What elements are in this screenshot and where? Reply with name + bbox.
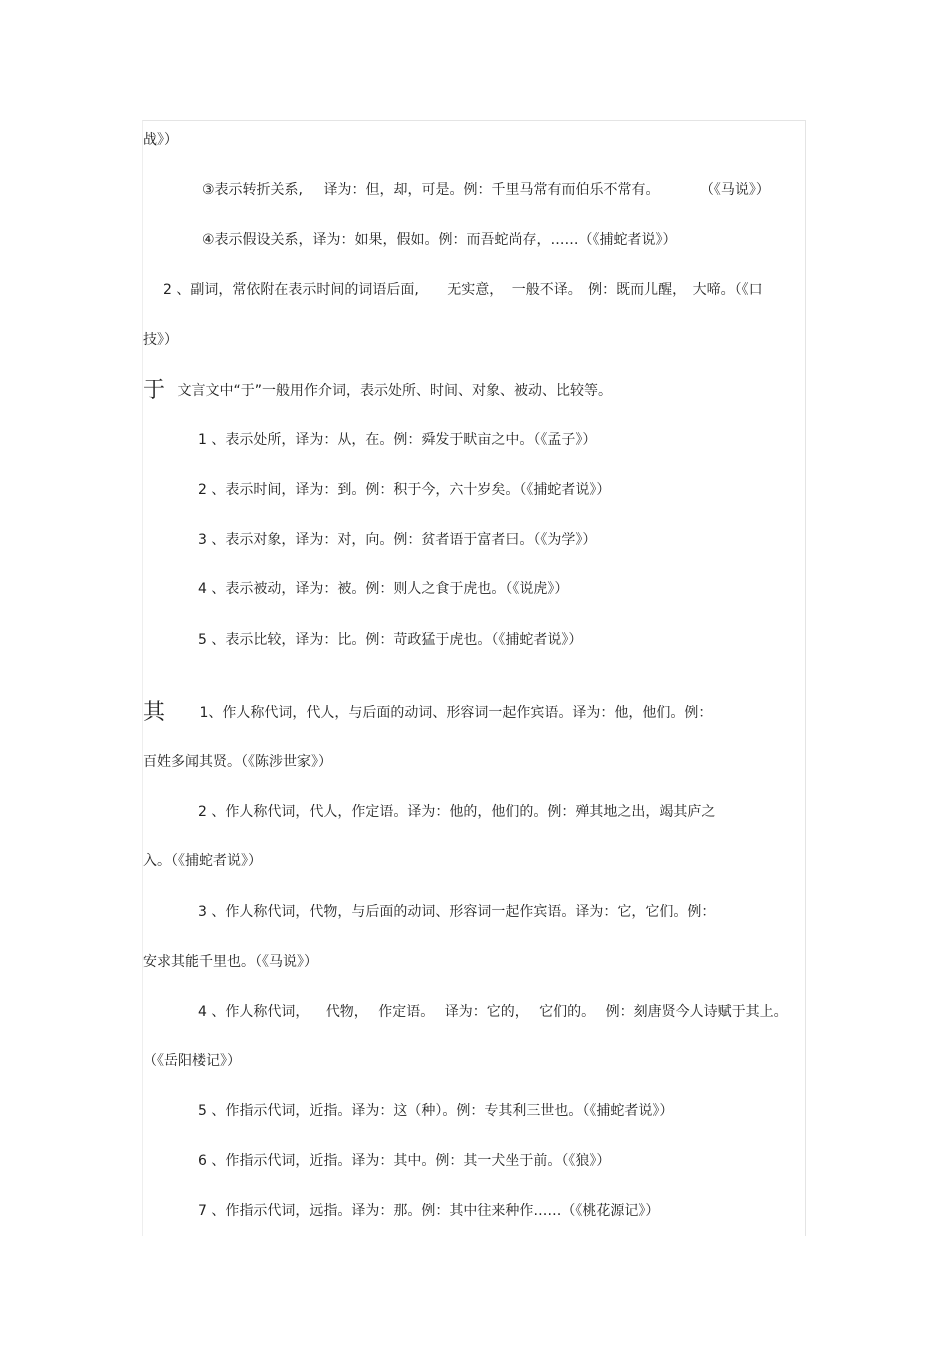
text-segment: （《马说》） <box>699 182 770 198</box>
section-intro: 文言文中“于”一般用作介词，表示处所、时间、对象、被动、比较等。 <box>177 383 612 399</box>
text-segment: 2 、副词，常依附在表示时间的词语后面, <box>163 282 419 298</box>
list-item: 4 、表示被动，译为：被。例：则人之食于虎也。（《说虎》） <box>198 581 569 597</box>
text-segment: 作定语。 <box>378 1004 435 1020</box>
list-item: 6 、作指示代词，近指。译为：其中。例：其一犬坐于前。（《狼》） <box>198 1153 611 1169</box>
list-item: 2 、作人称代词，代人，作定语。译为：他的，他们的。例：殚其地之出，竭其庐之 <box>198 804 716 820</box>
heading-char: 其 <box>143 700 166 725</box>
heading-qi <box>143 700 712 726</box>
list-item: 2 、表示时间，译为：到。例：积于今，六十岁矣。（《捕蛇者说》） <box>198 482 611 498</box>
text-line: 入。（《捕蛇者说》） <box>143 853 262 869</box>
list-item <box>198 1002 788 1022</box>
text-segment: 译为：但，却，可是。例：千里马常有而伯乐不常有。 <box>323 182 660 198</box>
text-segment: 大啼。（《口 <box>692 282 763 298</box>
list-item: 1 、表示处所，译为：从，在。例：舜发于畎亩之中。（《孟子》） <box>198 432 597 448</box>
text-line: 百姓多闻其贤。（《陈涉世家》） <box>143 754 332 770</box>
text-segment: 一般不译。 <box>511 282 582 298</box>
text-line: 技》） <box>143 332 178 348</box>
text-segment: 无实意， <box>447 282 504 298</box>
list-item: 3 、作人称代词，代物，与后面的动词、形容词一起作宾语。译为：它，它们。例： <box>198 904 716 920</box>
list-item: 5 、表示比较，译为：比。例：苛政猛于虎也。（《捕蛇者说》） <box>198 632 583 648</box>
text-line: 安求其能千里也。（《马说》） <box>143 954 318 970</box>
heading-yu <box>143 378 612 404</box>
text-segment: 译为：它的， <box>444 1004 529 1020</box>
list-item: 7 、作指示代词，远指。译为：那。例：其中往来种作……（《桃花源记》） <box>198 1203 660 1219</box>
text-segment: ③表示转折关系, <box>202 182 304 198</box>
text-line: ④表示假设关系，译为：如果，假如。例：而吾蛇尚存，……（《捕蛇者说》） <box>202 232 677 248</box>
text-segment: 4 、作人称代词， <box>198 1004 310 1020</box>
text-line: 战》） <box>143 132 178 148</box>
list-item: 5 、作指示代词，近指。译为：这（种）。例：专其利三世也。（《捕蛇者说》） <box>198 1103 674 1119</box>
text-line: （《岳阳楼记》） <box>143 1053 241 1069</box>
text-segment: 代物， <box>325 1004 368 1020</box>
text-line <box>202 180 770 200</box>
heading-char: 于 <box>143 378 166 403</box>
text-segment: 例：刻唐贤今人诗赋于其上。 <box>605 1004 788 1020</box>
text-segment: 它们的。 <box>539 1004 596 1020</box>
text-segment: 例：既而儿醒， <box>588 282 687 298</box>
text-line <box>163 280 763 300</box>
list-item: 1、作人称代词，代人，与后面的动词、形容词一起作宾语。译为：他，他们。例： <box>199 705 713 721</box>
list-item: 3 、表示对象，译为：对，向。例：贫者语于富者曰。（《为学》） <box>198 532 597 548</box>
